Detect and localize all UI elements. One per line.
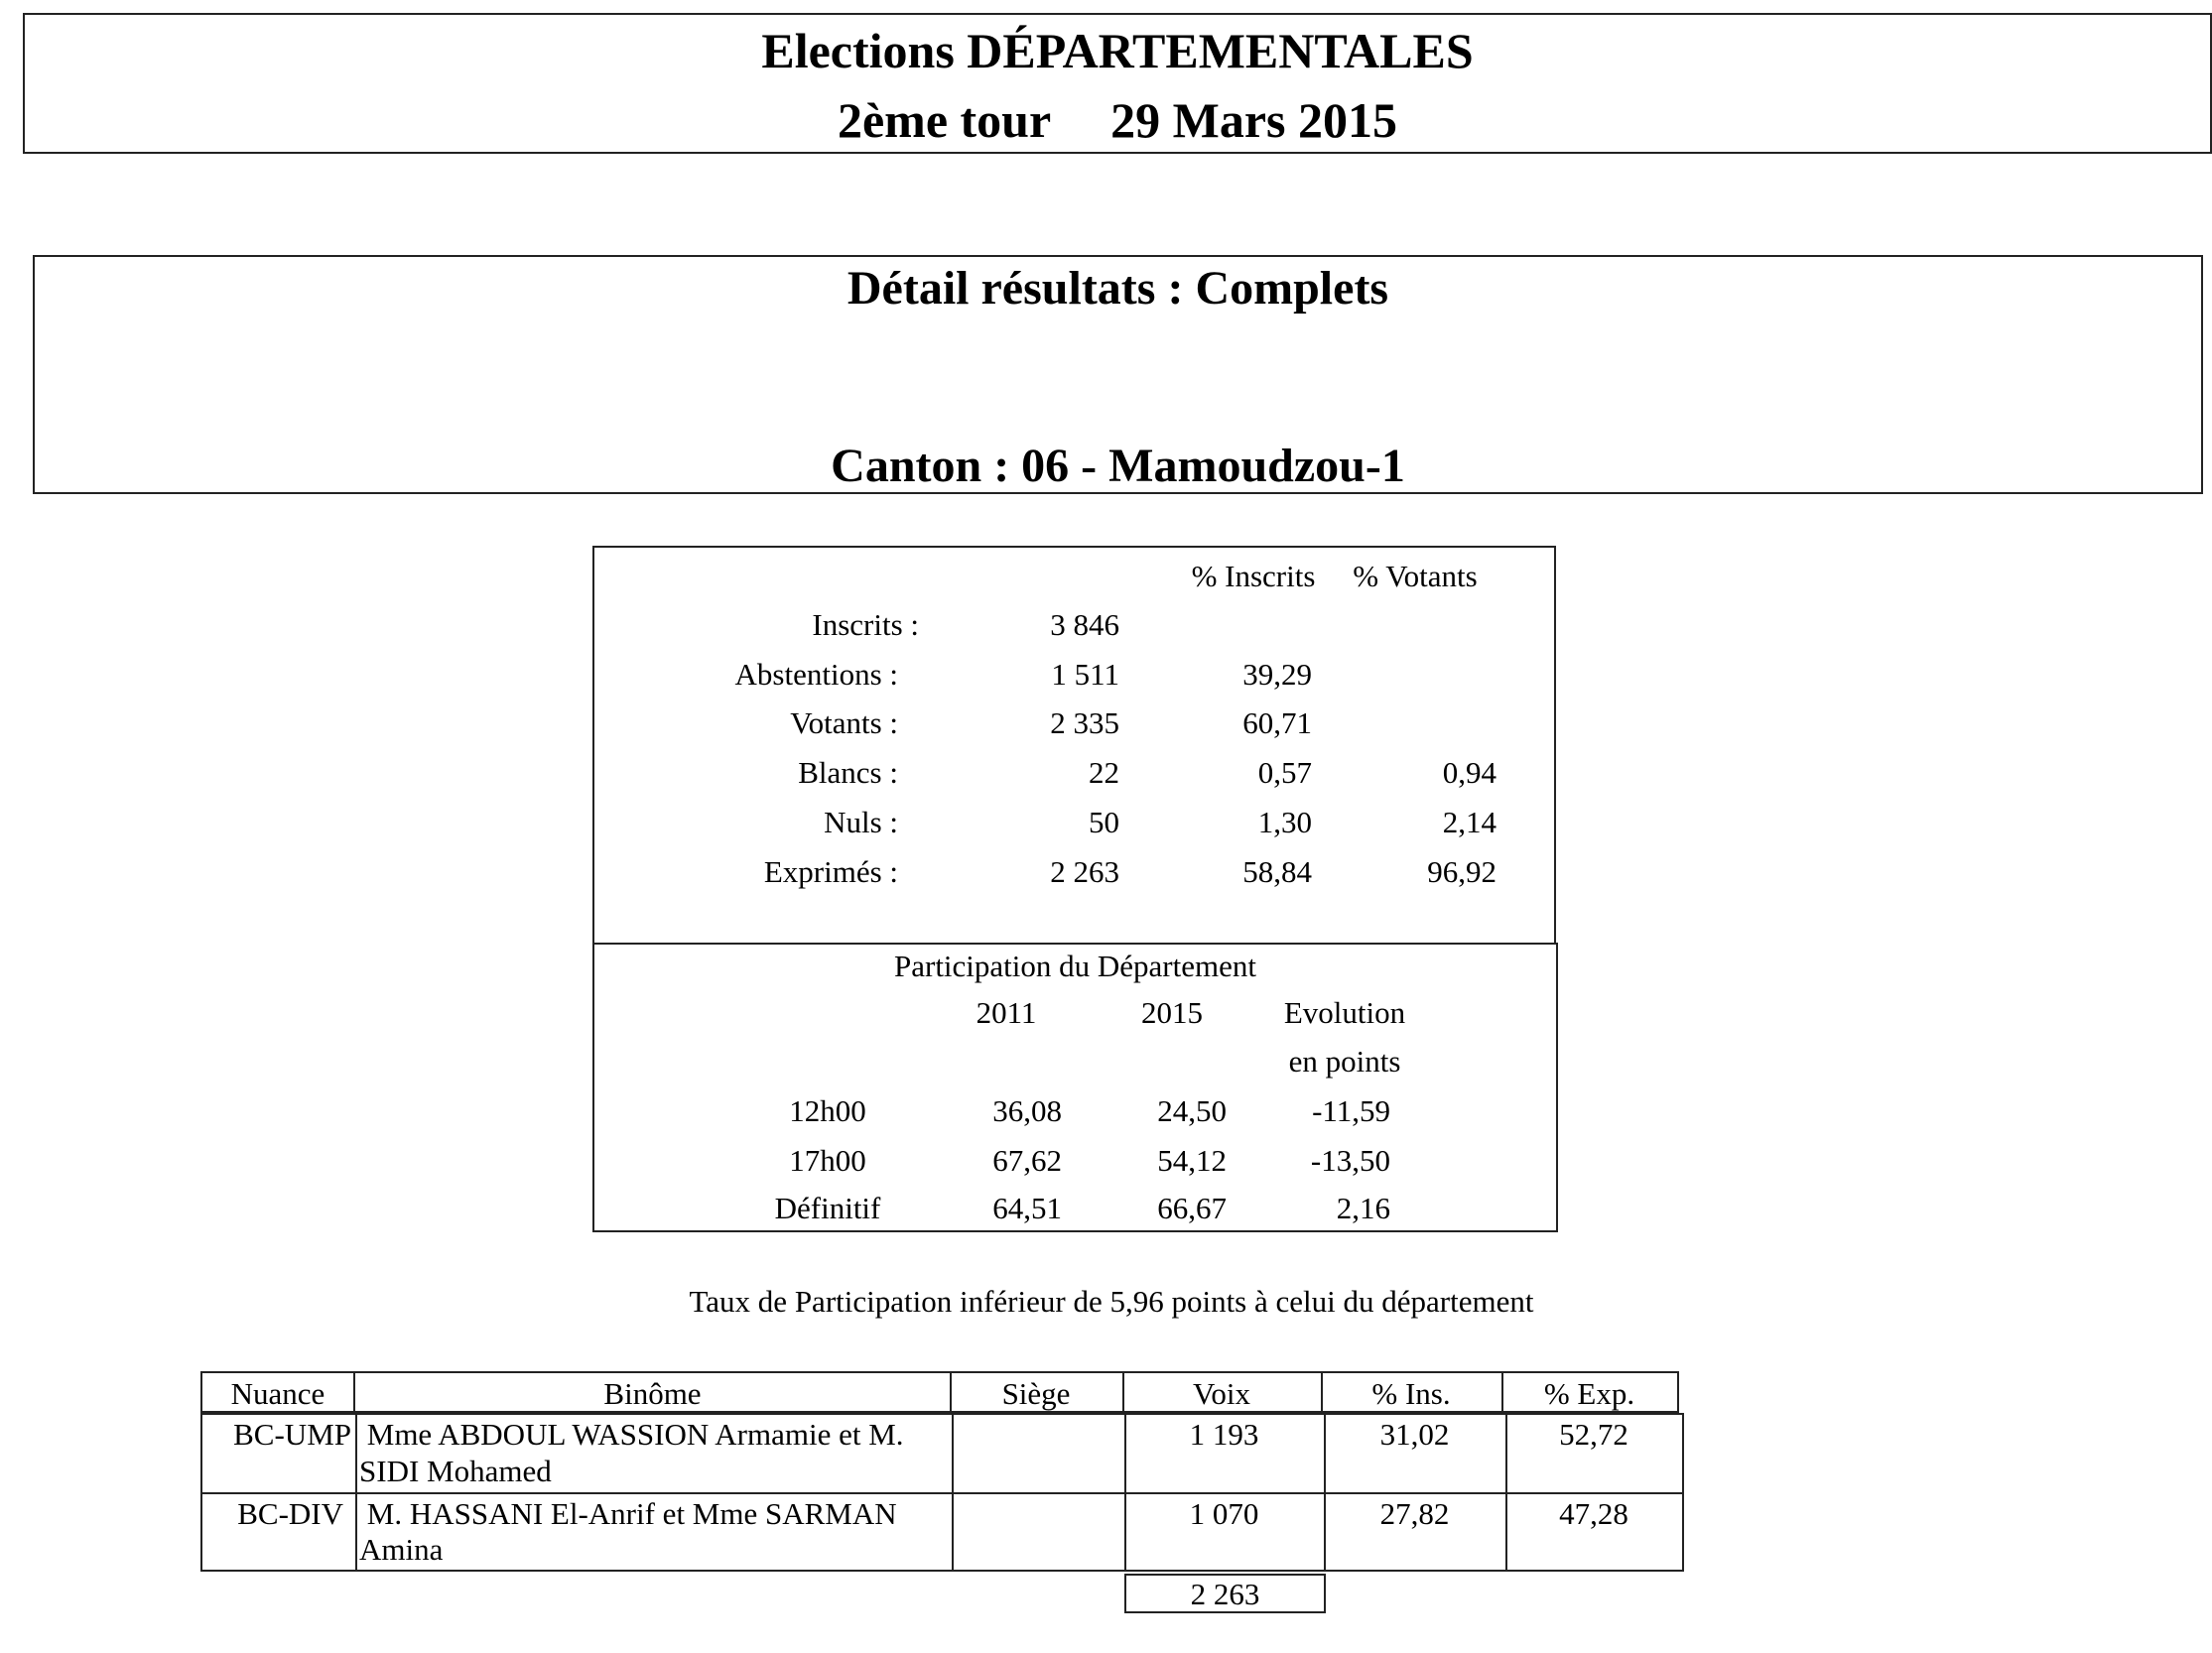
stats-label: Exprimés : xyxy=(763,854,898,889)
stats-pct-inscrits: 39,29 xyxy=(1242,657,1312,692)
participation-2015: 54,12 xyxy=(1157,1143,1227,1178)
participation-2011: 36,08 xyxy=(992,1093,1062,1128)
participation-header-en-points: en points xyxy=(1288,1044,1401,1079)
stats-header-pct-votants: % Votants xyxy=(1353,559,1478,593)
election-title: Elections DÉPARTEMENTALES xyxy=(761,23,1474,78)
stats-label: Blancs : xyxy=(798,755,898,790)
stats-pct-votants: 0,94 xyxy=(1442,755,1496,790)
stats-pct-inscrits: 0,57 xyxy=(1257,755,1312,790)
table-border xyxy=(355,1413,357,1572)
results-status: Détail résultats : Complets xyxy=(846,262,1389,315)
cell-pct-ins: 31,02 xyxy=(1379,1417,1450,1452)
stats-header-pct-inscrits: % Inscrits xyxy=(1191,559,1316,593)
election-round: 2ème tour xyxy=(837,92,1052,148)
stats-value: 1 511 xyxy=(1051,657,1119,692)
election-round-date xyxy=(23,92,2212,148)
stats-value: 50 xyxy=(1089,805,1119,839)
col-header-pct-ins: % Ins. xyxy=(1371,1376,1451,1411)
participation-2011: 67,62 xyxy=(992,1143,1062,1178)
col-header-nuance: Nuance xyxy=(230,1376,325,1411)
cell-binome: Mme ABDOUL WASSION Armamie et M. xyxy=(359,1417,904,1452)
stats-value: 2 335 xyxy=(1050,705,1119,740)
participation-header-2015: 2015 xyxy=(1141,995,1203,1030)
col-header-siege: Siège xyxy=(1001,1376,1071,1411)
cell-binome: M. HASSANI El-Anrif et Mme SARMAN xyxy=(359,1496,897,1531)
cell-pct-exp: 47,28 xyxy=(1559,1496,1628,1531)
stats-value: 2 263 xyxy=(1050,854,1119,889)
election-date: 29 Mars 2015 xyxy=(1110,92,1398,148)
cell-pct-exp: 52,72 xyxy=(1559,1417,1628,1452)
participation-evolution: -11,59 xyxy=(1312,1093,1390,1128)
table-border xyxy=(1682,1413,1684,1572)
cell-voix: 1 070 xyxy=(1189,1496,1259,1531)
stats-pct-votants: 96,92 xyxy=(1427,854,1496,889)
cell-nuance: BC-DIV xyxy=(237,1496,343,1531)
stats-label: Abstentions : xyxy=(734,657,898,692)
participation-header-2011: 2011 xyxy=(976,995,1037,1030)
table-border xyxy=(1677,1371,1679,1413)
participation-2015: 66,67 xyxy=(1157,1191,1227,1225)
participation-label: 12h00 xyxy=(789,1093,866,1128)
participation-2015: 24,50 xyxy=(1157,1093,1227,1128)
table-border xyxy=(200,1570,1684,1572)
cell-voix: 1 193 xyxy=(1189,1417,1259,1452)
participation-label: Définitif xyxy=(774,1191,881,1225)
stats-label: Inscrits : xyxy=(812,607,919,642)
participation-header-evolution: Evolution xyxy=(1283,995,1406,1030)
cell-binome-line2: Amina xyxy=(359,1532,444,1567)
participation-box xyxy=(592,943,1558,1232)
col-header-voix: Voix xyxy=(1192,1376,1250,1411)
participation-evolution: 2,16 xyxy=(1336,1191,1390,1225)
stats-pct-inscrits: 60,71 xyxy=(1242,705,1312,740)
cell-nuance: BC-UMP xyxy=(233,1417,351,1452)
table-border xyxy=(200,1413,1684,1415)
table-border xyxy=(200,1371,1679,1373)
participation-note: Taux de Participation inférieur de 5,96 points à celui du département xyxy=(689,1284,1534,1319)
stats-value: 22 xyxy=(1089,755,1119,790)
table-border xyxy=(952,1413,954,1572)
cell-binome-line2: SIDI Mohamed xyxy=(359,1454,552,1488)
stats-label: Votants : xyxy=(790,705,898,740)
stats-pct-votants: 2,14 xyxy=(1442,805,1496,839)
participation-evolution: -13,50 xyxy=(1310,1143,1390,1178)
participation-2011: 64,51 xyxy=(992,1191,1062,1225)
stats-value: 3 846 xyxy=(1050,607,1119,642)
table-border xyxy=(200,1492,1684,1494)
total-voix: 2 263 xyxy=(1190,1577,1260,1611)
stats-label: Nuls : xyxy=(824,805,898,839)
stats-pct-inscrits: 58,84 xyxy=(1242,854,1312,889)
stats-pct-inscrits: 1,30 xyxy=(1257,805,1312,839)
participation-title: Participation du Département xyxy=(894,949,1256,983)
col-header-binome: Binôme xyxy=(603,1376,702,1411)
col-header-pct-exp: % Exp. xyxy=(1543,1376,1635,1411)
participation-label: 17h00 xyxy=(789,1143,866,1178)
cell-pct-ins: 27,82 xyxy=(1379,1496,1450,1531)
canton-name: Canton : 06 - Mamoudzou-1 xyxy=(831,440,1405,492)
